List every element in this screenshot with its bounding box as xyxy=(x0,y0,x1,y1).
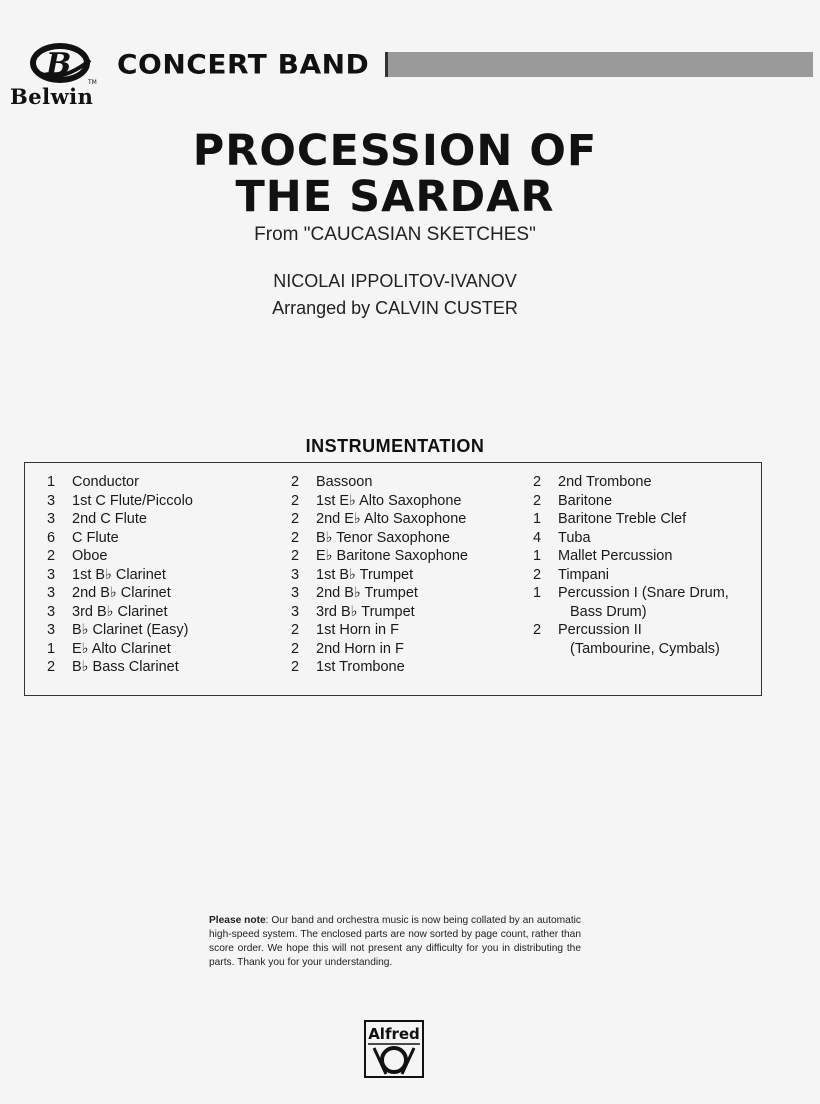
instrument-quantity: 1 xyxy=(533,585,542,601)
instrument-row xyxy=(47,621,193,640)
instrument-name: 2nd C Flute xyxy=(72,511,147,527)
instrument-row xyxy=(533,603,729,622)
instrument-name: 3rd B♭ Trumpet xyxy=(316,603,415,620)
please-note xyxy=(209,914,581,970)
instrument-row xyxy=(291,547,468,566)
instrument-name: B♭ Bass Clarinet xyxy=(72,659,179,675)
instrument-row xyxy=(47,510,193,529)
instrument-quantity: 2 xyxy=(291,640,300,657)
belwin-logo-icon xyxy=(28,40,98,86)
instrument-quantity xyxy=(533,640,558,659)
instrument-name: C Flute xyxy=(72,529,119,546)
instrument-quantity: 3 xyxy=(47,566,56,583)
instrument-name: 1st Trombone xyxy=(316,659,405,675)
instrument-row xyxy=(533,566,729,585)
instrument-row xyxy=(291,510,468,529)
instrument-quantity: 3 xyxy=(291,566,300,583)
instrument-row xyxy=(47,492,193,511)
instrument-name: E♭ Alto Clarinet xyxy=(72,640,171,657)
instrument-quantity: 2 xyxy=(47,659,56,675)
instrument-name: 1st B♭ Clarinet xyxy=(72,566,166,583)
instrument-row xyxy=(533,473,729,492)
instrument-quantity: 3 xyxy=(47,511,56,527)
instrument-quantity: 3 xyxy=(47,622,56,638)
instrument-row xyxy=(533,621,729,640)
instrument-name: Percussion I (Snare Drum, xyxy=(558,585,729,601)
instrument-quantity: 2 xyxy=(533,566,542,583)
instrument-quantity: 3 xyxy=(47,603,56,620)
alfred-logo-text: Alfred xyxy=(368,1025,420,1043)
note-text: : Our band and orchestra music is now being collated by an automatic high-speed system. The enclosed parts are now sorted by page count, rather than score order. We hope this will not present any difficulty for you in distributing the parts. Thank you for your understanding. xyxy=(209,915,582,968)
instrument-row xyxy=(533,529,729,548)
instrument-row xyxy=(47,566,193,585)
instrument-row xyxy=(533,510,729,529)
instrument-name: B♭ Tenor Saxophone xyxy=(316,529,450,546)
instrument-row xyxy=(533,547,729,566)
instrument-name: 1st C Flute/Piccolo xyxy=(72,492,193,509)
instrumentation-column-1 xyxy=(47,473,193,677)
instrument-name: Bassoon xyxy=(316,474,373,490)
instrument-name: 2nd B♭ Clarinet xyxy=(72,585,171,601)
instrument-quantity: 3 xyxy=(47,585,56,601)
instrumentation-heading: INSTRUMENTATION xyxy=(305,436,485,456)
instrument-name: Conductor xyxy=(72,474,139,490)
instrument-quantity: 2 xyxy=(291,511,300,527)
instrument-quantity: 3 xyxy=(47,492,56,509)
instrument-quantity: 2 xyxy=(291,474,300,490)
credits xyxy=(0,268,790,322)
instrument-name: Baritone xyxy=(558,492,613,509)
instrument-quantity: 3 xyxy=(291,585,300,601)
instrument-row xyxy=(291,584,468,603)
instrument-name: Bass Drum) xyxy=(570,603,647,620)
instrument-row xyxy=(47,640,193,659)
instrument-row xyxy=(533,584,729,603)
instrument-name: (Tambourine, Cymbals) xyxy=(570,640,720,657)
instrument-quantity: 4 xyxy=(533,529,542,546)
instrument-name: Baritone Treble Clef xyxy=(558,511,687,527)
instrument-quantity xyxy=(533,603,558,622)
instrument-quantity: 1 xyxy=(47,474,56,490)
title-line-1: PROCESSION OF xyxy=(192,126,598,176)
instrument-name: Oboe xyxy=(72,548,108,564)
instrument-row xyxy=(291,492,468,511)
instrument-row xyxy=(291,566,468,585)
instrument-name: 1st E♭ Alto Saxophone xyxy=(316,492,462,509)
instrumentation-column-2 xyxy=(291,473,468,677)
instrument-quantity: 2 xyxy=(291,659,300,675)
arranger: Arranged by CALVIN CUSTER xyxy=(272,298,518,318)
instrument-row xyxy=(533,640,729,659)
instrument-name: E♭ Baritone Saxophone xyxy=(316,548,468,564)
instrument-quantity: 6 xyxy=(47,529,56,546)
instrumentation-box xyxy=(24,462,762,696)
title-line-2: THE SARDAR xyxy=(235,172,555,222)
note-label: Please note xyxy=(209,915,266,926)
instrument-quantity: 2 xyxy=(291,622,300,638)
instrument-name: Timpani xyxy=(558,566,610,583)
title-block xyxy=(0,128,790,246)
svg-text:B: B xyxy=(46,47,72,82)
instrument-row xyxy=(291,621,468,640)
instrument-quantity: 2 xyxy=(533,492,542,509)
instrument-row xyxy=(47,547,193,566)
instrument-name: Mallet Percussion xyxy=(558,548,673,564)
instrument-row xyxy=(291,529,468,548)
instrument-quantity: 1 xyxy=(533,511,542,527)
instrument-quantity: 3 xyxy=(291,603,300,620)
instrument-name: 3rd B♭ Clarinet xyxy=(72,603,168,620)
instrument-name: 2nd Trombone xyxy=(558,474,652,490)
header-bar xyxy=(385,52,813,77)
instrumentation-column-3 xyxy=(533,473,729,658)
instrument-row xyxy=(291,473,468,492)
subtitle: From "CAUCASIAN SKETCHES" xyxy=(254,224,536,245)
instrument-row xyxy=(47,658,193,677)
instrument-name: 2nd E♭ Alto Saxophone xyxy=(316,511,467,527)
instrument-name: 1st Horn in F xyxy=(316,622,399,638)
alfred-logo-icon xyxy=(364,1020,424,1078)
instrument-quantity: 1 xyxy=(533,548,542,564)
instrument-row xyxy=(291,603,468,622)
instrument-row xyxy=(291,640,468,659)
instrument-name: Tuba xyxy=(558,529,591,546)
svg-text:TM: TM xyxy=(88,79,97,86)
instrument-quantity: 2 xyxy=(291,548,300,564)
publisher-name: Belwin xyxy=(10,84,94,109)
instrument-quantity: 2 xyxy=(291,492,300,509)
composer: NICOLAI IPPOLITOV-IVANOV xyxy=(273,271,517,291)
instrument-name: B♭ Clarinet (Easy) xyxy=(72,622,189,638)
instrument-name: 1st B♭ Trumpet xyxy=(316,566,414,583)
header xyxy=(0,0,820,120)
instrument-row xyxy=(533,492,729,511)
instrument-quantity: 2 xyxy=(47,548,56,564)
instrument-row xyxy=(291,658,468,677)
instrument-row xyxy=(47,603,193,622)
instrument-name: 2nd Horn in F xyxy=(316,640,404,657)
instrument-row xyxy=(47,584,193,603)
instrument-quantity: 2 xyxy=(533,474,542,490)
instrument-name: Percussion II xyxy=(558,622,642,638)
instrument-row xyxy=(47,529,193,548)
instrument-quantity: 2 xyxy=(533,622,542,638)
instrument-name: 2nd B♭ Trumpet xyxy=(316,585,418,601)
instrument-quantity: 2 xyxy=(291,529,300,546)
series-title: CONCERT BAND xyxy=(117,48,370,81)
instrument-row xyxy=(47,473,193,492)
instrument-quantity: 1 xyxy=(47,640,56,657)
